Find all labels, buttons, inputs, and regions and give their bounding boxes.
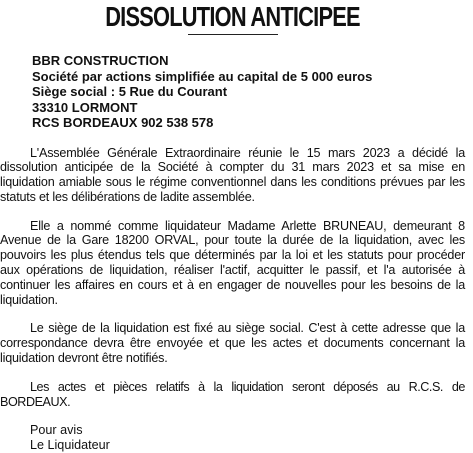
paragraph-filing: Les actes et pièces relatifs à la liquidation seront déposés au R.C.S. de BORDEAUX. [0,379,465,409]
notice-body [0,146,465,410]
paragraph-dissolution: L'Assemblée Générale Extraordinaire réunie le 15 mars 2023 a décidé la dissolution anticipée de la Société à compter du 31 mars 2023 et sa mise en liquidation amiable sous le régime conventionnel dans les conditions prévues par les statuts et les délibérations de ladite assemblée. [0,145,465,204]
title-underline [188,34,278,35]
company-form: Société par actions simplifiée au capital de 5 000 euros [32,68,373,84]
notice-title: DISSOLUTION ANTICIPEE [105,1,360,32]
company-name: BBR CONSTRUCTION [32,53,169,68]
signature-pour-avis: Pour avis [30,423,83,438]
company-block [32,53,465,131]
company-address: Siège social : 5 Rue du Courant [32,84,228,99]
company-city: 33310 LORMONT [32,99,138,115]
signature-liquidator: Le Liquidateur [30,438,110,453]
company-rcs: RCS BORDEAUX 902 538 578 [32,115,214,130]
paragraph-liquidator: Elle a nommé comme liquidateur Madame Arlette BRUNEAU, demeurant 8 Avenue de la Gare 18200 ORVAL, pour toute la durée de la liquidation, avec les pouvoirs les plus étendus tels que déterminés par la loi et les statuts pour procéder aux opérations de liquidation, réaliser l'actif, acquitter le passif, et l'a autorisée à continuer les affaires en cours et à en engager de nouvelles pour les besoins de la liquidation. [0,218,465,307]
signature-block [30,423,465,453]
legal-notice [0,1,473,453]
paragraph-seat: Le siège de la liquidation est fixé au siège social. C'est à cette adresse que la correspondance devra être envoyée et que les actes et documents concernant la liquidation devront être notifiés. [0,321,465,366]
